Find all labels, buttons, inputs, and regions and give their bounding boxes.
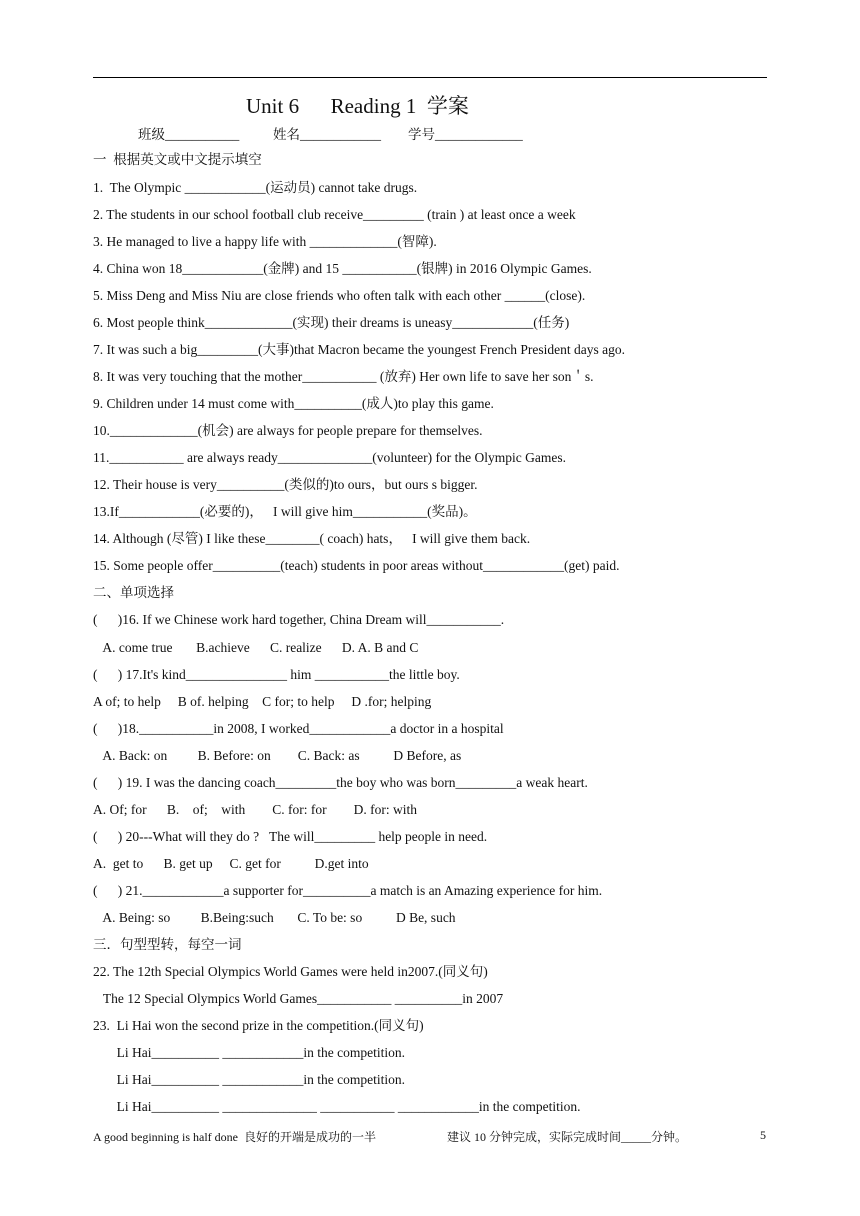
question-4: 4. China won 18____________(金牌) and 15 ___________(银牌) in 2016 Olympic Games. xyxy=(93,261,592,276)
question-11: 11.___________ are always ready______________(volunteer) for the Olympic Games. xyxy=(93,450,567,465)
question-7: 7. It was such a big_________(大事)that Macron became the youngest French President days ago. xyxy=(93,342,625,357)
question-17: ( ) 17.It's kind_______________ him ___________the little boy. xyxy=(93,667,460,682)
question-15: 15. Some people offer__________(teach) students in poor areas without____________(get) paid. xyxy=(93,558,620,573)
footer-time-note: 建议 10 分钟完成，实际完成时间_____分钟。 xyxy=(447,1130,688,1144)
question-21: ( ) 21.____________a supporter for__________a match is an Amazing experience for him. xyxy=(93,883,603,898)
question-20: ( ) 20---What will they do ? The will_________ help people in need. xyxy=(93,829,488,844)
section-heading-sentence-transformation: 三．句型型转，每空一词 xyxy=(93,937,242,952)
worksheet-title: Unit 6 Reading 1 学案 xyxy=(246,94,469,118)
question-23: 23. Li Hai won the second prize in the competition.(同义句) xyxy=(93,1018,424,1033)
question-6: 6. Most people think_____________(实现) their dreams is uneasy____________(任务) xyxy=(93,315,570,330)
question-17-options: A of; to help B of. helping C for; to help D .for; helping xyxy=(93,694,432,709)
question-18: ( )18.___________in 2008, I worked____________a doctor in a hospital xyxy=(93,721,504,736)
question-16: ( )16. If we Chinese work hard together, China Dream will___________. xyxy=(93,612,505,627)
question-23-answer-line-3: Li Hai__________ ______________ ___________ ____________in the competition. xyxy=(93,1099,581,1114)
question-13: 13.If____________(必要的)， I will give him___________(奖品)。 xyxy=(93,504,477,519)
question-8: 8. It was very touching that the mother___________ (放弃) Her own life to save her son＇s. xyxy=(93,369,594,384)
section-heading-fill-in: 一 根据英文或中文提示填空 xyxy=(93,152,262,167)
header-rule xyxy=(93,77,767,78)
question-23-answer-line-1: Li Hai__________ ____________in the competition. xyxy=(93,1045,405,1060)
question-16-options: A. come true B.achieve C. realize D. A. B and C xyxy=(93,640,419,655)
question-22-answer-line: The 12 Special Olympics World Games___________ __________in 2007 xyxy=(93,991,504,1006)
page-number: 5 xyxy=(760,1128,766,1142)
question-12: 12. Their house is very__________(类似的)to ours，but ours s bigger. xyxy=(93,477,478,492)
question-19: ( ) 19. I was the dancing coach_________the boy who was born_________a weak heart. xyxy=(93,775,588,790)
question-14: 14. Although (尽管) I like these________( coach) hats， I will give them back. xyxy=(93,531,531,546)
question-18-options: A. Back: on B. Before: on C. Back: as D Before, as xyxy=(93,748,462,763)
student-info-fields: 班级___________ 姓名____________ 学号_____________ xyxy=(138,127,523,142)
question-22: 22. The 12th Special Olympics World Games were held in2007.(同义句) xyxy=(93,964,488,979)
question-23-answer-line-2: Li Hai__________ ____________in the competition. xyxy=(93,1072,405,1087)
question-20-options: A. get to B. get up C. get for D.get into xyxy=(93,856,369,871)
question-3: 3. He managed to live a happy life with _____________(智障). xyxy=(93,234,437,249)
question-5: 5. Miss Deng and Miss Niu are close friends who often talk with each other ______(close). xyxy=(93,288,586,303)
question-10: 10._____________(机会) are always for people prepare for themselves. xyxy=(93,423,483,438)
question-2: 2. The students in our school football club receive_________ (train ) at least once a week xyxy=(93,207,576,222)
footer-motto: A good beginning is half done 良好的开端是成功的一半 xyxy=(93,1130,376,1144)
question-21-options: A. Being: so B.Being:such C. To be: so D Be, such xyxy=(93,910,456,925)
question-9: 9. Children under 14 must come with__________(成人)to play this game. xyxy=(93,396,494,411)
question-1: 1. The Olympic ____________(运动员) cannot take drugs. xyxy=(93,180,418,195)
question-19-options: A. Of; for B. of; with C. for: for D. for: with xyxy=(93,802,417,817)
section-heading-multiple-choice: 二、单项选择 xyxy=(93,585,174,600)
